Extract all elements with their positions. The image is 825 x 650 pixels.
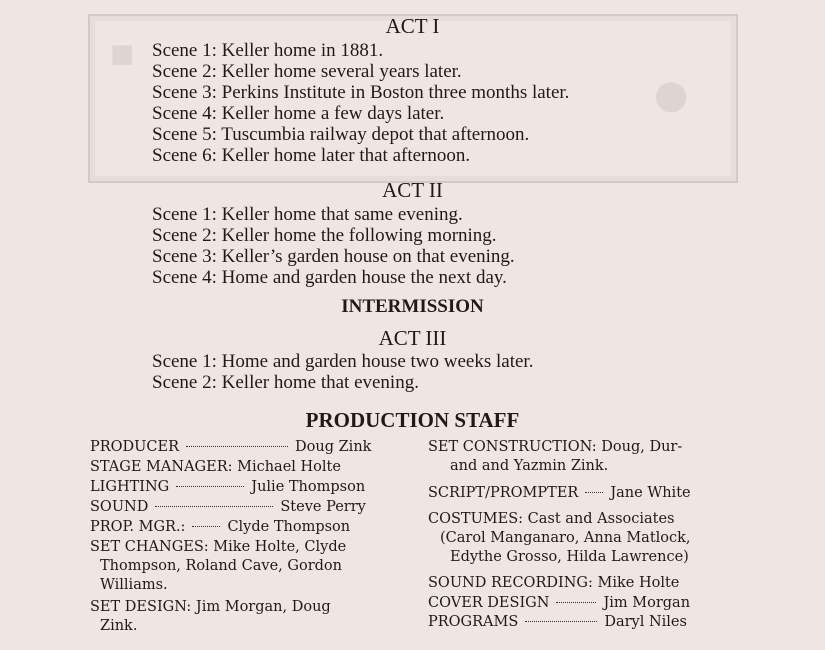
staff-entry-set-construction-cont: and and Yazmin Zink. — [450, 458, 609, 474]
scene-line: Scene 2: Keller home that evening. — [152, 372, 419, 393]
staff-entry-set-construction: SET CONSTRUCTION: Doug, Dur- — [428, 439, 683, 455]
staff-role: COVER DESIGN — [428, 595, 550, 611]
staff-entry-set-design: SET DESIGN: Jim Morgan, Doug — [90, 599, 331, 615]
staff-role: LIGHTING — [90, 479, 170, 495]
intermission-heading: INTERMISSION — [341, 296, 484, 317]
staff-role: PRODUCER — [90, 439, 180, 455]
staff-entry-set-changes-cont: Williams. — [100, 577, 168, 593]
staff-entry-costumes-cont: (Carol Manganaro, Anna Matlock, — [440, 530, 691, 546]
staff-entry-costumes-cont: Edythe Grosso, Hilda Lawrence) — [450, 549, 689, 565]
act-2-scenes — [152, 204, 515, 288]
staff-entry-set-design-cont: Zink. — [100, 618, 138, 634]
bleed-through-mark: ● — [650, 56, 693, 133]
staff-entry-sound — [90, 498, 366, 517]
scene-line: Scene 6: Keller home later that afternoon. — [152, 145, 471, 166]
staff-name: Clyde Thompson — [227, 519, 351, 535]
staff-entry-cover-design — [428, 594, 690, 613]
staff-name: Jim Morgan — [603, 595, 691, 611]
scene-line: Scene 4: Keller home a few days later. — [152, 103, 445, 124]
staff-entry-set-changes-cont: Thompson, Roland Cave, Gordon — [100, 558, 342, 574]
act-3-heading: ACT III — [378, 326, 447, 350]
scene-line: Scene 2: Keller home several years later. — [152, 61, 462, 82]
staff-name: Julie Thompson — [251, 479, 366, 495]
act-3-scenes — [152, 351, 533, 393]
staff-role: PROP. MGR.: — [90, 519, 186, 535]
act-2-heading: ACT II — [382, 178, 443, 202]
scene-line: Scene 1: Keller home that same evening. — [152, 204, 463, 225]
staff-role: SCRIPT/PROMPTER — [428, 485, 579, 501]
act-1-heading: ACT I — [385, 14, 440, 38]
bleed-through-mark: ■ — [110, 31, 135, 76]
scene-line: Scene 5: Tuscumbia railway depot that afternoon. — [152, 124, 530, 145]
production-staff-heading: PRODUCTION STAFF — [305, 408, 520, 432]
staff-entry-lighting — [90, 478, 365, 497]
staff-name: Doug Zink — [295, 439, 372, 455]
staff-entry-producer — [90, 438, 371, 457]
scene-line: Scene 1: Keller home in 1881. — [152, 40, 384, 61]
scene-line: Scene 4: Home and garden house the next day. — [152, 267, 507, 288]
staff-name: Jane White — [610, 485, 691, 501]
scene-line: Scene 2: Keller home the following morning. — [152, 225, 497, 246]
staff-name: Daryl Niles — [604, 614, 687, 630]
staff-name: Steve Perry — [280, 499, 366, 515]
staff-entry-set-changes: SET CHANGES: Mike Holte, Clyde — [90, 539, 347, 555]
act-1-scenes — [152, 40, 569, 166]
staff-entry-prop-manager — [90, 518, 350, 537]
staff-entry-stage-manager: STAGE MANAGER: Michael Holte — [90, 459, 341, 475]
staff-entry-sound-recording: SOUND RECORDING: Mike Holte — [428, 575, 680, 591]
staff-role: PROGRAMS — [428, 614, 519, 630]
staff-entry-programs — [428, 613, 687, 632]
staff-role: SOUND — [90, 499, 149, 515]
scene-line: Scene 1: Home and garden house two weeks later. — [152, 351, 534, 372]
scene-line: Scene 3: Keller’s garden house on that evening. — [152, 246, 515, 267]
staff-entry-costumes: COSTUMES: Cast and Associates — [428, 511, 675, 527]
staff-entry-script-prompter — [428, 484, 691, 503]
scene-line: Scene 3: Perkins Institute in Boston three months later. — [152, 82, 570, 103]
